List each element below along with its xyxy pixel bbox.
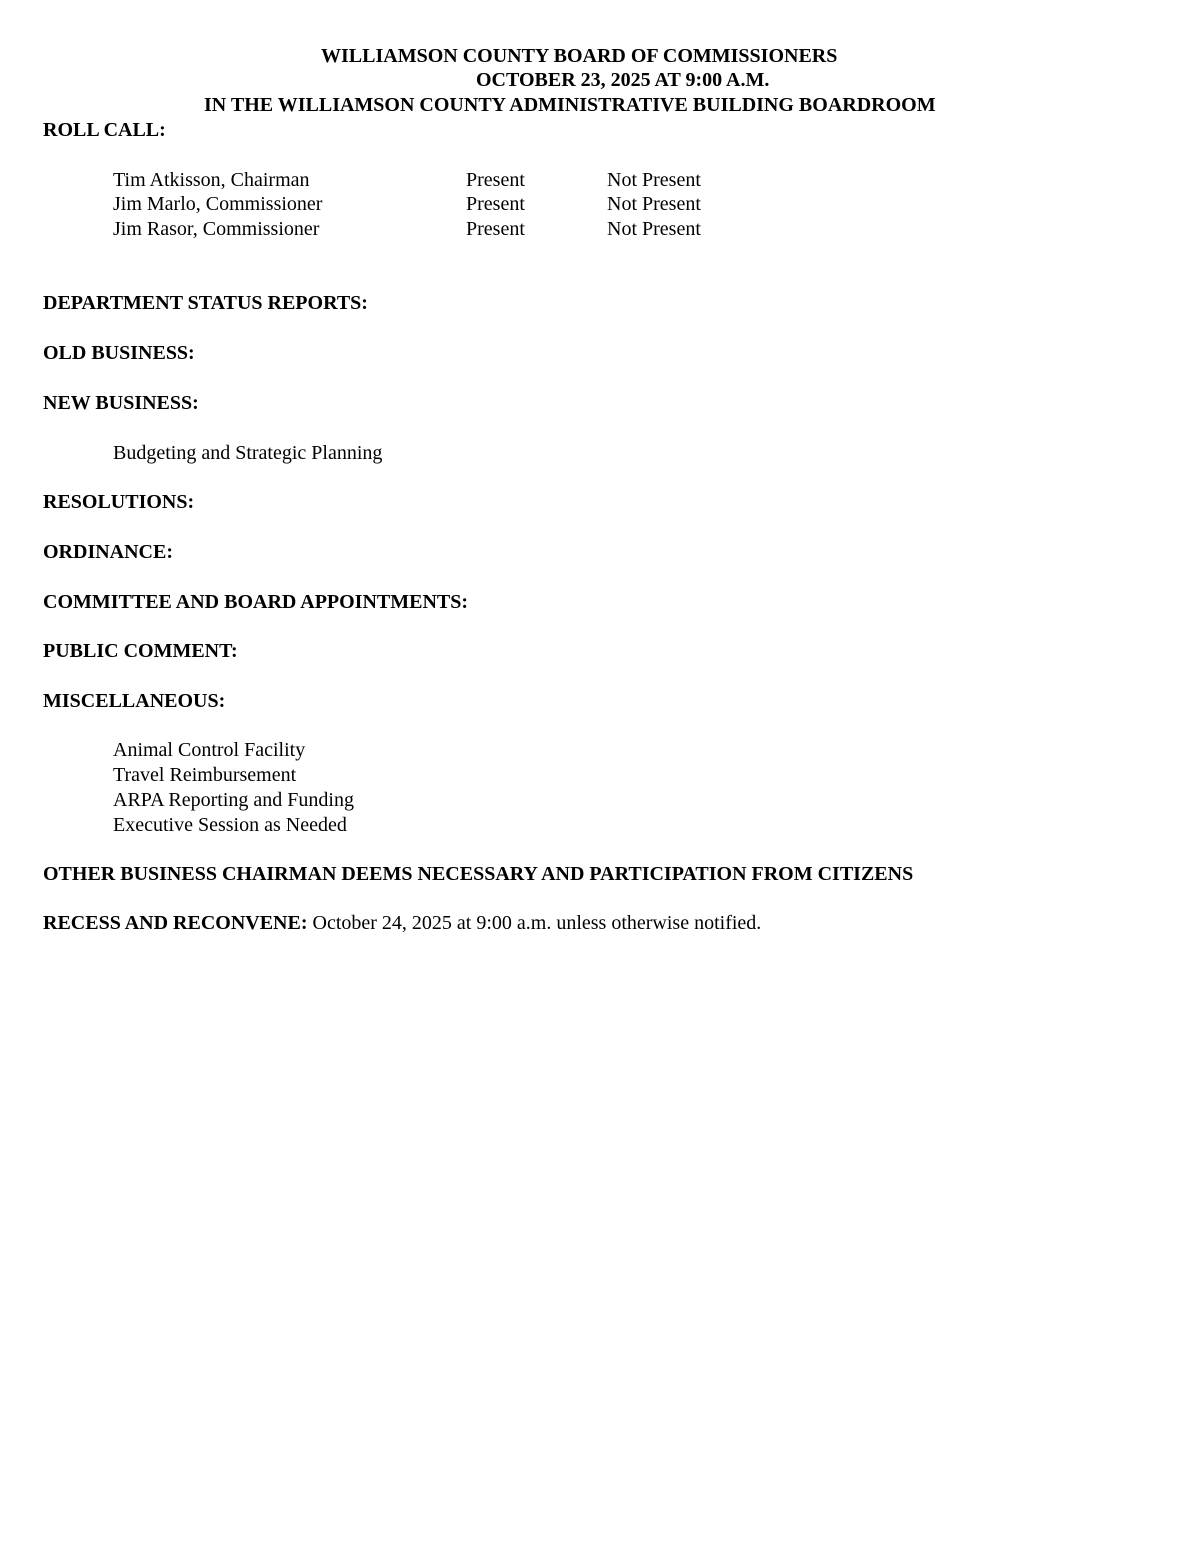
recess-line <box>43 911 761 935</box>
not-present-option: Not Present <box>607 169 701 191</box>
not-present-option: Not Present <box>607 193 701 215</box>
public-comment-heading: PUBLIC COMMENT: <box>43 640 238 662</box>
committee-heading: COMMITTEE AND BOARD APPOINTMENTS: <box>43 591 469 613</box>
present-option: Present <box>466 218 525 240</box>
roll-call-row <box>113 217 813 241</box>
miscellaneous-item: ARPA Reporting and Funding <box>113 789 354 811</box>
recess-details: October 24, 2025 at 9:00 a.m. unless otherwise notified. <box>307 912 762 934</box>
meeting-location: IN THE WILLIAMSON COUNTY ADMINISTRATIVE BUILDING BOARDROOM <box>204 94 936 116</box>
resolutions-heading: RESOLUTIONS: <box>43 491 195 513</box>
roll-call-row <box>113 168 813 192</box>
meeting-date: OCTOBER 23, 2025 AT 9:00 A.M. <box>476 69 770 91</box>
member-name: Jim Rasor, Commissioner <box>113 218 320 240</box>
ordinance-heading: ORDINANCE: <box>43 541 173 563</box>
department-status-heading: DEPARTMENT STATUS REPORTS: <box>43 292 368 314</box>
agenda-title: WILLIAMSON COUNTY BOARD OF COMMISSIONERS <box>321 45 838 67</box>
present-option: Present <box>466 169 525 191</box>
roll-call-heading: ROLL CALL: <box>43 119 166 141</box>
other-business-heading: OTHER BUSINESS CHAIRMAN DEEMS NECESSARY AND PARTICIPATION FROM CITIZENS <box>43 863 914 885</box>
new-business-item: Budgeting and Strategic Planning <box>113 442 383 464</box>
member-name: Tim Atkisson, Chairman <box>113 169 310 191</box>
miscellaneous-item: Executive Session as Needed <box>113 814 347 836</box>
recess-heading: RECESS AND RECONVENE: <box>43 912 308 934</box>
old-business-heading: OLD BUSINESS: <box>43 342 195 364</box>
roll-call-row <box>113 192 813 216</box>
miscellaneous-heading: MISCELLANEOUS: <box>43 690 226 712</box>
present-option: Present <box>466 193 525 215</box>
miscellaneous-item: Travel Reimbursement <box>113 764 297 786</box>
not-present-option: Not Present <box>607 218 701 240</box>
new-business-heading: NEW BUSINESS: <box>43 392 199 414</box>
member-name: Jim Marlo, Commissioner <box>113 193 323 215</box>
miscellaneous-item: Animal Control Facility <box>113 739 306 761</box>
